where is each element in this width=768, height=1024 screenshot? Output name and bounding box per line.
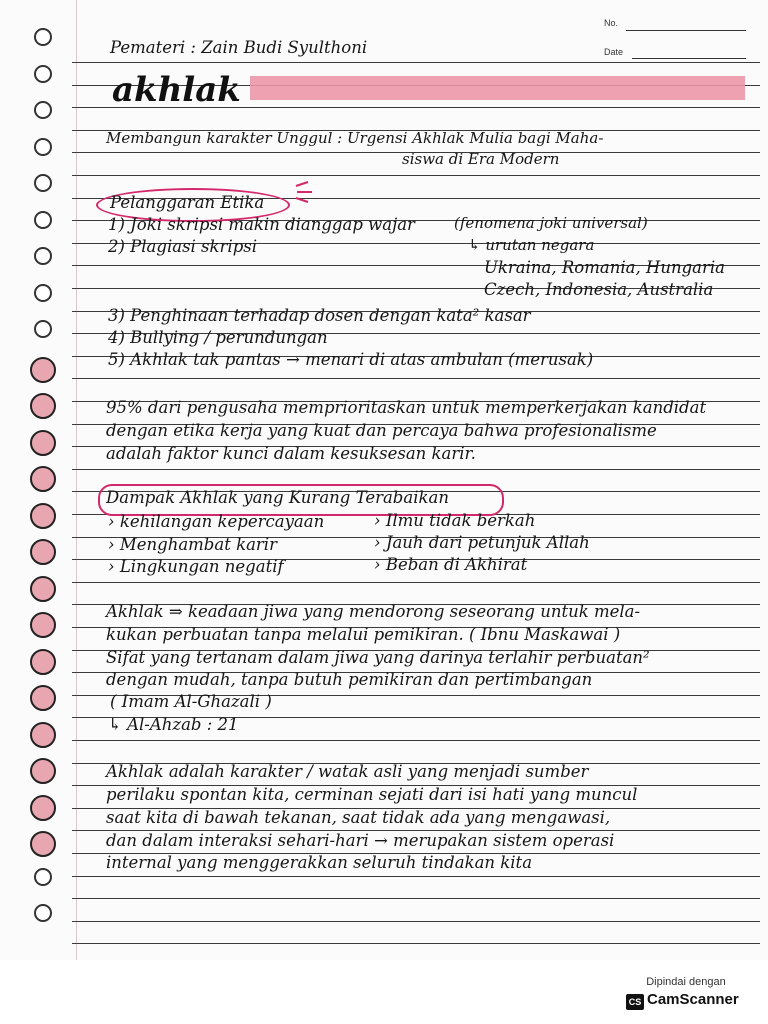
violation-item-2: 2) Plagiasi skripsi — [108, 237, 257, 256]
theme-line-1: Membangun karakter Unggul : Urgensi Akhlak Mulia bagi Maha- — [106, 129, 604, 147]
countries-line-1: Ukraina, Romania, Hungaria — [484, 258, 725, 277]
definition2-line-1: Sifat yang tertanam dalam jiwa yang darinya terlahir perbuatan² — [106, 648, 650, 667]
binder-hole — [30, 466, 56, 492]
ruled-line — [72, 62, 760, 63]
impact-left-2: › Menghambat karir — [108, 535, 277, 554]
binder-hole — [30, 576, 56, 602]
quran-reference: ↳ Al-Ahzab : 21 — [108, 715, 239, 734]
binder-hole — [34, 65, 52, 83]
impact-right-2: › Jauh dari petunjuk Allah — [374, 533, 590, 552]
binder-hole — [30, 795, 56, 821]
title-highlight — [250, 76, 745, 100]
date-line — [632, 58, 746, 59]
binder-hole — [34, 904, 52, 922]
binder-hole — [30, 503, 56, 529]
theme-line-2: siswa di Era Modern — [402, 150, 560, 168]
binder-hole — [34, 320, 52, 338]
definition1-line-2: kukan perbuatan tanpa melalui pemikiran. ( Ibnu Maskawai ) — [106, 625, 621, 644]
closing-line-2: perilaku spontan kita, cerminan sejati dari isi hati yang muncul — [106, 785, 638, 804]
binder-hole — [34, 101, 52, 119]
camscanner-watermark — [622, 975, 750, 1015]
impact-right-3: › Beban di Akhirat — [374, 555, 528, 574]
binder-hole — [30, 649, 56, 675]
binder-hole — [30, 393, 56, 419]
page-title: akhlak — [112, 70, 241, 110]
binder-hole — [34, 174, 52, 192]
violation-item-3: 3) Penghinaan terhadap dosen dengan kata² kasar — [108, 306, 531, 325]
binder-hole — [34, 28, 52, 46]
ruled-line — [72, 175, 760, 176]
section2-heading: Dampak Akhlak yang Kurang Terabaikan — [106, 488, 449, 507]
ruled-line — [72, 582, 760, 583]
closing-line-1: Akhlak adalah karakter / watak asli yang menjadi sumber — [106, 762, 589, 781]
speaker-line: Pemateri : Zain Budi Syulthoni — [110, 38, 368, 57]
binder-hole — [30, 612, 56, 638]
impact-left-1: › kehilangan kepercayaan — [108, 512, 325, 531]
violation-item-1: 1) Joki skripsi makin dianggap wajar — [108, 215, 415, 234]
emphasis-spark-icon — [292, 180, 318, 204]
ruled-line — [72, 469, 760, 470]
countries-intro: ↳ urutan negara — [468, 236, 595, 254]
no-label: No. — [604, 18, 619, 28]
scanner-brand: CamScanner — [647, 991, 739, 1008]
violation-item-1-note: (fenomena joki universal) — [454, 214, 648, 232]
stat-line-2: dengan etika kerja yang kuat dan percaya bahwa profesionalisme — [106, 421, 657, 440]
binder-hole — [34, 247, 52, 265]
stat-line-1: 95% dari pengusaha memprioritaskan untuk memperkerjakan kandidat — [106, 398, 707, 417]
ruled-line — [72, 921, 760, 922]
margin-line — [76, 0, 77, 960]
countries-line-2: Czech, Indonesia, Australia — [484, 280, 714, 299]
binder-hole — [34, 138, 52, 156]
binder-hole — [30, 539, 56, 565]
violation-item-5: 5) Akhlak tak pantas → menari di atas ambulan (merusak) — [108, 350, 594, 369]
section1-heading: Pelanggaran Etika — [110, 193, 265, 212]
binder-hole — [30, 758, 56, 784]
ruled-line — [72, 876, 760, 877]
ruled-line — [72, 943, 760, 944]
binder-hole — [34, 211, 52, 229]
definition1-line-1: Akhlak ⇒ keadaan jiwa yang mendorong seseorang untuk mela- — [106, 602, 641, 621]
no-line — [626, 30, 746, 31]
violation-item-4: 4) Bullying / perundungan — [108, 328, 328, 347]
closing-line-4: dan dalam interaksi sehari-hari → merupakan sistem operasi — [106, 831, 615, 850]
ruled-line — [72, 740, 760, 741]
binder-hole — [30, 430, 56, 456]
binder-hole — [30, 831, 56, 857]
closing-line-5: internal yang menggerakkan seluruh tindakan kita — [106, 853, 533, 872]
ruled-line — [72, 898, 760, 899]
binder-hole — [34, 868, 52, 886]
binder-hole — [30, 722, 56, 748]
binder-hole — [34, 284, 52, 302]
camscanner-logo-icon: CS — [626, 994, 644, 1010]
binder-hole — [30, 357, 56, 383]
scanner-caption: Dipindai dengan — [646, 976, 726, 988]
definition2-line-2: dengan mudah, tanpa butuh pemikiran dan pertimbangan — [106, 670, 593, 689]
impact-left-3: › Lingkungan negatif — [108, 557, 284, 576]
impact-right-1: › Ilmu tidak berkah — [374, 511, 536, 530]
closing-line-3: saat kita di bawah tekanan, saat tidak ada yang mengawasi, — [106, 808, 611, 827]
definition2-source: ( Imam Al-Ghazali ) — [110, 692, 272, 711]
stat-line-3: adalah faktor kunci dalam kesuksesan karir. — [106, 444, 476, 463]
date-label: Date — [604, 47, 624, 57]
binder-hole — [30, 685, 56, 711]
ruled-line — [72, 378, 760, 379]
